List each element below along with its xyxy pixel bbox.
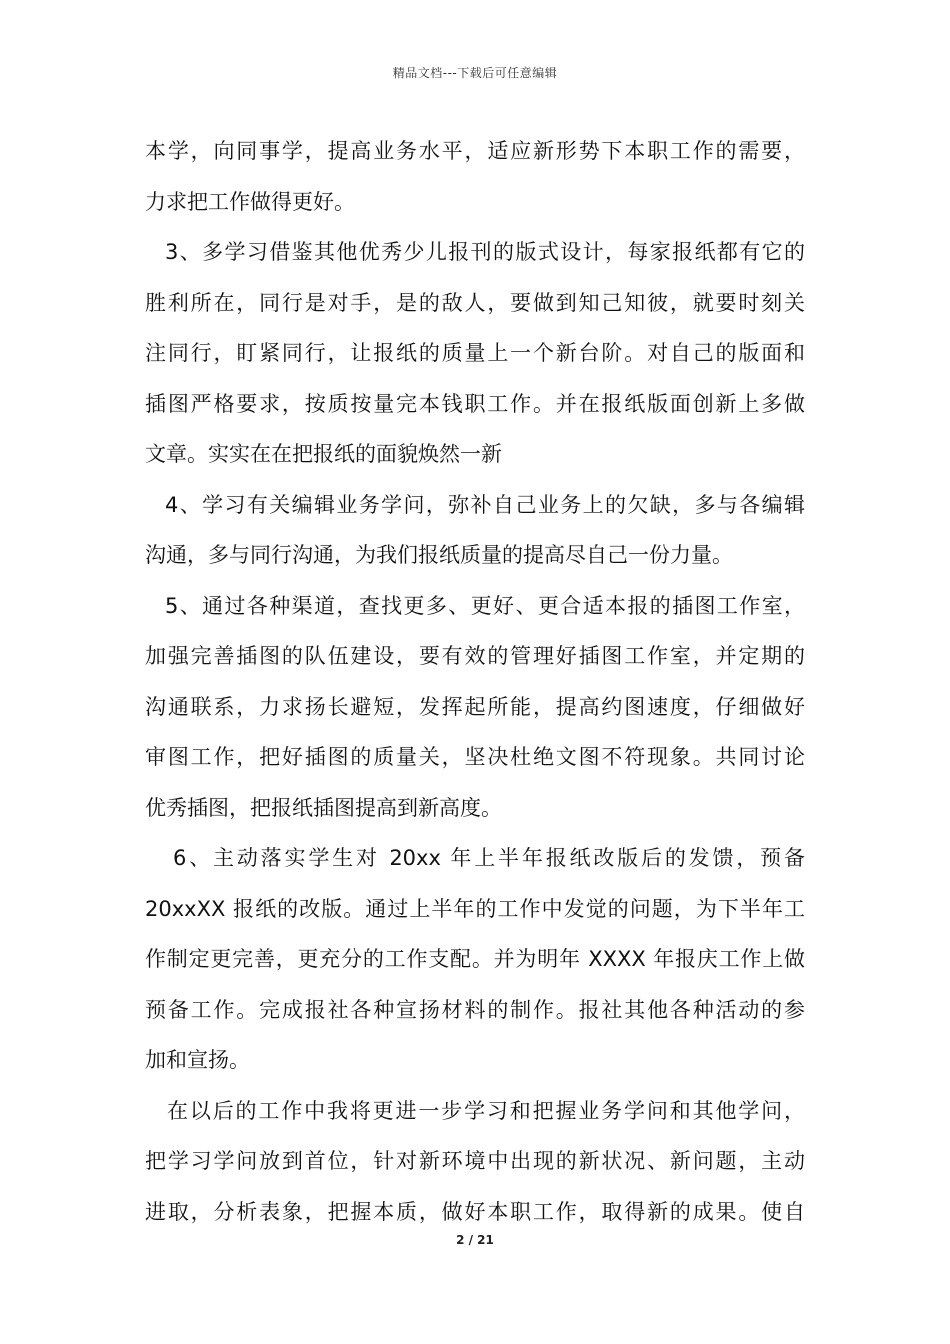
text-line: 3、多学习借鉴其他优秀少儿报刊的版式设计，每家报纸都有它的	[165, 240, 805, 264]
text-line: 力求把工作做得更好。	[145, 189, 355, 214]
text-line: 把学习学问放到首位，针对新环境中出现的新状况、新问题，主动	[145, 1149, 805, 1173]
text-line: 作制定更完善，更充分的工作支配。并为明年 XXXX 年报庆工作上做	[145, 947, 805, 971]
text-line: 本学，向同事学，提高业务水平，适应新形势下本职工作的需要，	[145, 139, 805, 163]
text-line: 6、主动落实学生对 20xx 年上半年报纸改版后的发馈，预备	[173, 846, 805, 870]
text-line: 20xxXX 报纸的改版。通过上半年的工作中发觉的问题，为下半年工	[145, 896, 805, 921]
text-line: 注同行，盯紧同行，让报纸的质量上一个新台阶。对自己的版面和	[145, 341, 805, 365]
text-line: 优秀插图，把报纸插图提高到新高度。	[145, 795, 502, 820]
text-line: 沟通联系，力求扬长避短，发挥起所能，提高约图速度，仔细做好	[145, 694, 805, 719]
text-line: 4、学习有关编辑业务学问，弥补自己业务上的欠缺，多与各编辑	[165, 492, 805, 517]
text-line: 5、通过各种渠道，查找更多、更好、更合适本报的插图工作室，	[165, 593, 805, 618]
text-line: 预备工作。完成报社各种宣扬材料的制作。报社其他各种活动的参	[145, 997, 805, 1022]
document-body	[145, 126, 805, 1237]
text-line: 胜利所在，同行是对手，是的敌人，要做到知己知彼，就要时刻关	[145, 290, 805, 315]
text-line: 进取，分析表象，把握本质，做好本职工作，取得新的成果。使自	[145, 1199, 805, 1224]
text-line: 审图工作，把好插图的质量关，坚决杜绝文图不符现象。共同讨论	[145, 745, 805, 769]
page-header: 精品文档---下载后可任意编辑	[392, 66, 558, 80]
text-line: 插图严格要求，按质按量完本钱职工作。并在报纸版面创新上多做	[145, 391, 805, 416]
page-number: 2 / 21	[456, 1233, 494, 1247]
text-line: 沟通，多与同行沟通，为我们报纸质量的提高尽自己一份力量。	[145, 543, 733, 567]
text-line: 加强完善插图的队伍建设，要有效的管理好插图工作室，并定期的	[145, 644, 805, 668]
text-line: 文章。实实在在把报纸的面貌焕然一新	[145, 442, 502, 466]
text-line: 加和宣扬。	[145, 1048, 250, 1072]
text-line: 在以后的工作中我将更进一步学习和把握业务学问和其他学问，	[167, 1098, 805, 1123]
